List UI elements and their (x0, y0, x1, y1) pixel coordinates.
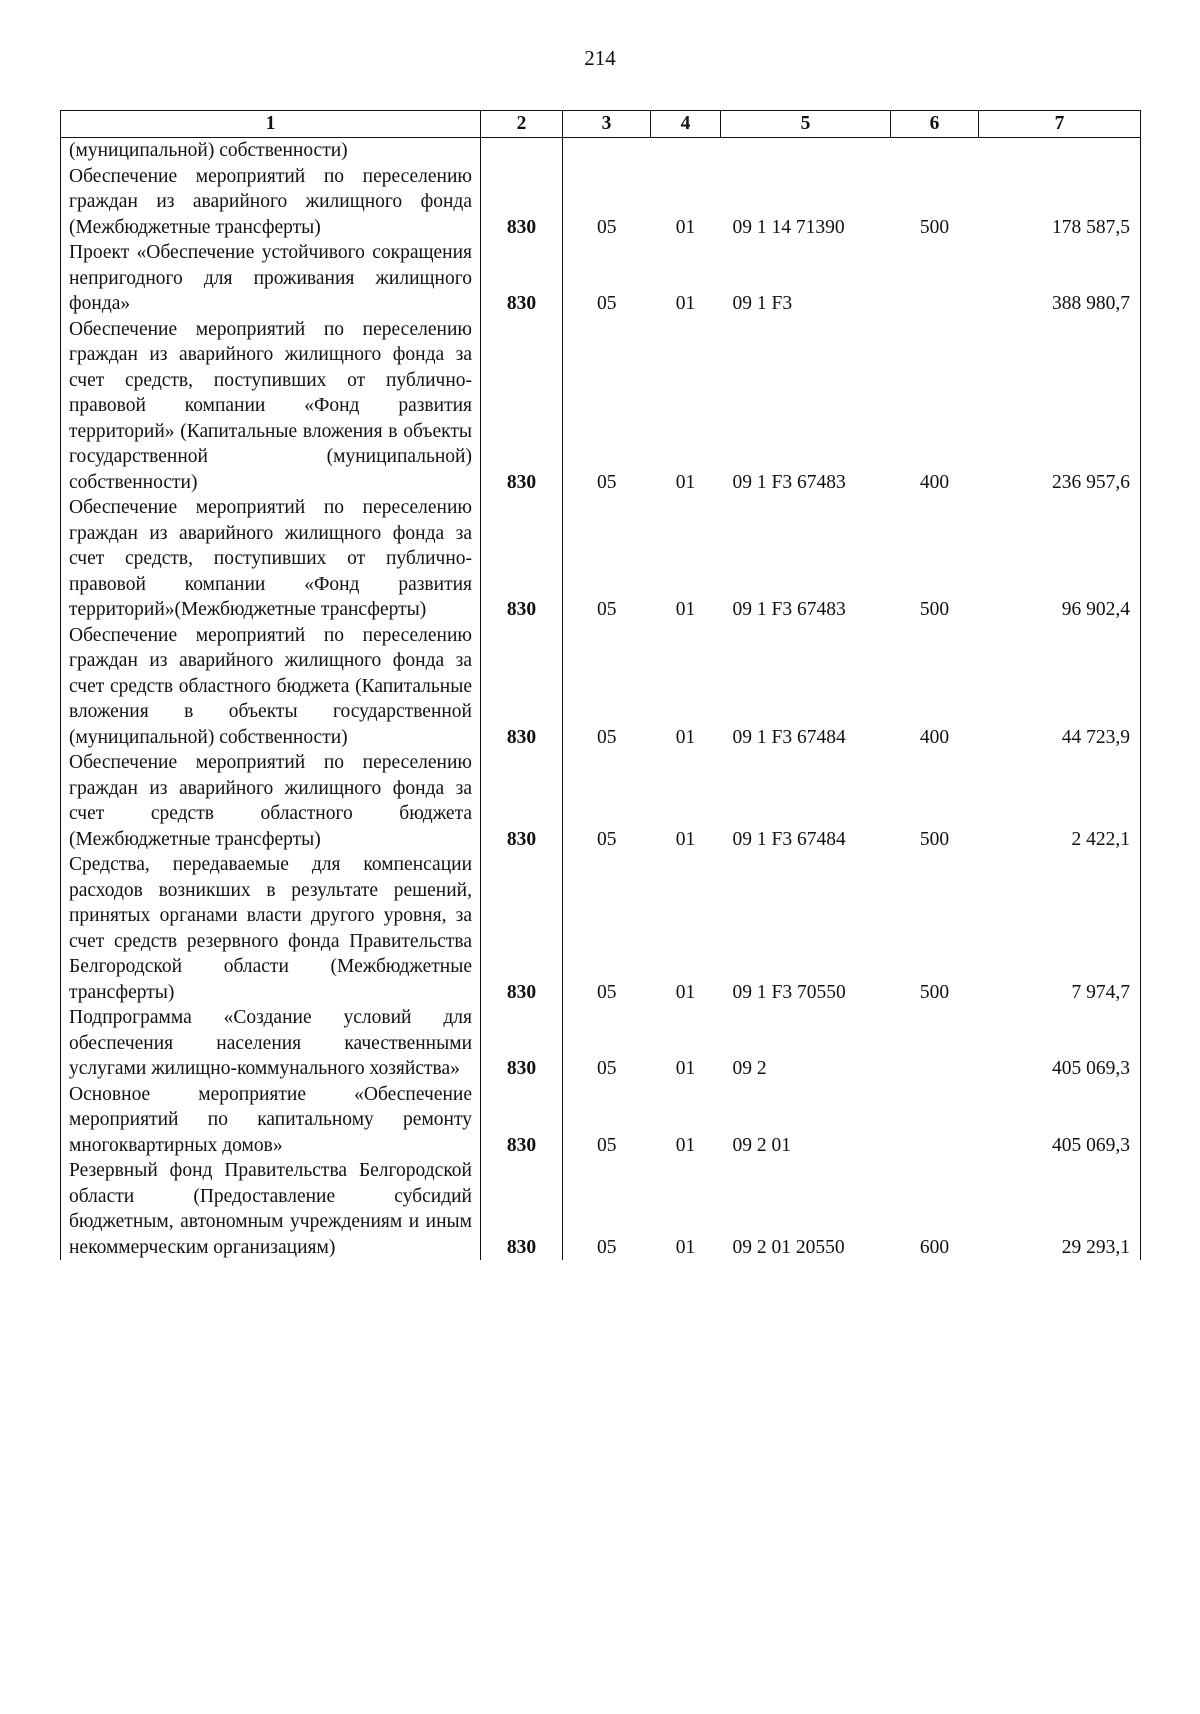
row-section-cell (563, 138, 651, 164)
row-subsection-cell: 01 (675, 1236, 696, 1258)
table-row (61, 240, 1141, 317)
row-subsection-cell: 01 (675, 981, 696, 1003)
table-row (61, 1158, 1141, 1260)
row-amount-cell: 96 902,4 (979, 495, 1141, 623)
header-col-6: 6 (891, 111, 979, 138)
row-name-cell: Обеспечение мероприятий по переселению граждан из аварийного жилищного фонда за счет средств, поступивших от публично-правовой компании «Фонд развития территорий»(Межбюджетные трансферты) (61, 495, 481, 623)
row-grbs-cell: 830 (481, 623, 563, 751)
table-row (61, 164, 1141, 241)
row-section-cell: 05 (597, 599, 617, 620)
table-row (61, 623, 1141, 751)
row-expense-type-cell: 400 (919, 471, 950, 493)
row-subsection-cell: 01 (675, 1058, 696, 1079)
row-target-article-cell: 09 1 F3 67483 (732, 471, 846, 493)
row-section-cell: 05 (597, 1134, 617, 1156)
row-grbs-cell: 830 (481, 1082, 563, 1159)
row-amount-cell: 2 422,1 (979, 750, 1141, 852)
row-expense-type-cell: 500 (919, 599, 950, 620)
row-grbs-cell (481, 138, 563, 164)
row-amount-cell (979, 138, 1141, 164)
row-grbs-cell: 830 (481, 852, 563, 1005)
row-subsection-cell: 01 (675, 471, 696, 493)
table-row (61, 317, 1141, 496)
row-grbs-cell: 830 (481, 317, 563, 496)
row-grbs-cell: 830 (481, 164, 563, 241)
row-target-article-cell (721, 138, 891, 164)
row-amount-cell: 405 069,3 (979, 1005, 1141, 1082)
row-subsection-cell: 01 (675, 828, 696, 850)
row-section-cell: 05 (597, 726, 617, 748)
table-body (61, 138, 1141, 1261)
row-subsection-cell: 01 (675, 599, 696, 620)
row-section-cell: 05 (597, 471, 617, 493)
row-target-article-cell: 09 1 F3 (732, 293, 793, 314)
row-amount-cell: 236 957,6 (979, 317, 1141, 496)
row-expense-type-cell: 500 (919, 828, 950, 850)
table-row (61, 495, 1141, 623)
row-target-article-cell: 09 1 F3 67484 (732, 726, 846, 748)
row-amount-cell: 7 974,7 (979, 852, 1141, 1005)
row-target-article-cell: 09 1 F3 67484 (732, 828, 846, 850)
row-subsection-cell: 01 (675, 1134, 696, 1156)
header-col-2: 2 (481, 111, 563, 138)
row-expense-type-cell: 600 (919, 1236, 950, 1258)
row-subsection-cell: 01 (675, 216, 696, 238)
row-section-cell: 05 (597, 1058, 617, 1079)
row-expense-type-cell (891, 138, 979, 164)
header-col-5: 5 (721, 111, 891, 138)
row-subsection-cell: 01 (675, 293, 696, 314)
header-col-1: 1 (61, 111, 481, 138)
budget-table (60, 110, 1141, 1260)
row-name-cell: Средства, передаваемые для компенсации расходов возникших в результате решений, принятых органами власти другого уровня, за счет средств резервного фонда Правительства Белгородской области (Межбюджетные трансферты) (61, 852, 481, 1005)
table-row (61, 138, 1141, 164)
row-section-cell: 05 (597, 293, 617, 314)
row-amount-cell: 29 293,1 (979, 1158, 1141, 1260)
row-target-article-cell: 09 1 F3 70550 (732, 981, 846, 1003)
row-grbs-cell: 830 (481, 1158, 563, 1260)
row-section-cell: 05 (597, 216, 617, 238)
row-target-article-cell: 09 2 01 (732, 1134, 791, 1156)
row-name-cell: Резервный фонд Правительства Белгородской области (Предоставление субсидий бюджетным, автономным учреждениям и иным некоммерческим организациям) (61, 1158, 481, 1260)
row-target-article-cell: 09 1 14 71390 (732, 216, 845, 238)
row-name-cell: Обеспечение мероприятий по переселению граждан из аварийного жилищного фонда за счет средств областного бюджета (Межбюджетные трансферты) (61, 750, 481, 852)
header-row (61, 111, 1141, 138)
row-grbs-cell: 830 (481, 495, 563, 623)
row-subsection-cell (651, 138, 721, 164)
row-expense-type-cell (891, 240, 979, 317)
row-name-cell: Основное мероприятие «Обеспечение мероприятий по капитальному ремонту многоквартирных домов» (61, 1082, 481, 1159)
row-target-article-cell: 09 1 F3 67483 (732, 599, 846, 620)
row-name-cell: Проект «Обеспечение устойчивого сокращения непригодного для проживания жилищного фонда» (61, 240, 481, 317)
row-amount-cell: 405 069,3 (979, 1082, 1141, 1159)
row-grbs-cell: 830 (481, 240, 563, 317)
row-amount-cell: 44 723,9 (979, 623, 1141, 751)
row-expense-type-cell: 400 (919, 726, 950, 748)
row-expense-type-cell: 500 (919, 216, 950, 238)
row-name-cell: Обеспечение мероприятий по переселению граждан из аварийного жилищного фонда (Межбюджетные трансферты) (61, 164, 481, 241)
row-name-cell: (муниципальной) собственности) (61, 138, 481, 164)
row-section-cell: 05 (597, 1236, 617, 1258)
row-name-cell: Подпрограмма «Создание условий для обеспечения населения качественными услугами жилищно-коммунального хозяйства» (61, 1005, 481, 1082)
header-col-7: 7 (979, 111, 1141, 138)
page-number: 214 (584, 46, 616, 70)
row-grbs-cell: 830 (481, 750, 563, 852)
row-expense-type-cell: 500 (919, 981, 950, 1003)
row-expense-type-cell (891, 1005, 979, 1082)
row-name-cell: Обеспечение мероприятий по переселению граждан из аварийного жилищного фонда за счет средств областного бюджета (Капитальные вложения в объекты государственной (муниципальной) собственности) (61, 623, 481, 751)
row-grbs-cell: 830 (481, 1005, 563, 1082)
row-amount-cell: 178 587,5 (979, 164, 1141, 241)
header-col-4: 4 (651, 111, 721, 138)
row-section-cell: 05 (597, 828, 617, 850)
row-target-article-cell: 09 2 01 20550 (732, 1236, 845, 1258)
row-target-article-cell: 09 2 (732, 1058, 767, 1079)
table-row (61, 1082, 1141, 1159)
table-header (61, 111, 1141, 138)
table-row (61, 750, 1141, 852)
row-amount-cell: 388 980,7 (979, 240, 1141, 317)
table-row (61, 852, 1141, 1005)
row-name-cell: Обеспечение мероприятий по переселению граждан из аварийного жилищного фонда за счет средств, поступивших от публично-правовой компании «Фонд развития территорий» (Капитальные вложения в объекты государственной (муниципальной) собственности) (61, 317, 481, 496)
row-subsection-cell: 01 (675, 726, 696, 748)
table-row (61, 1005, 1141, 1082)
header-col-3: 3 (563, 111, 651, 138)
row-section-cell: 05 (597, 981, 617, 1003)
row-expense-type-cell (891, 1082, 979, 1159)
